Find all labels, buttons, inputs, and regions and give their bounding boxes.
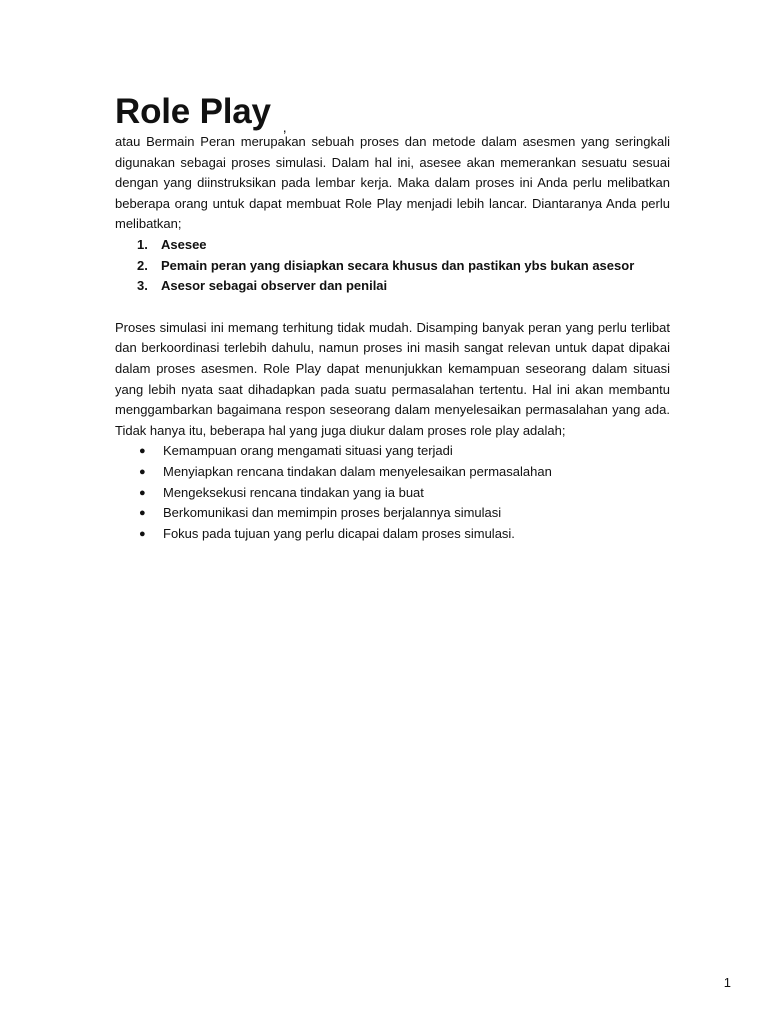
bullet-item-text: Mengeksekusi rencana tindakan yang ia buat [163, 484, 424, 500]
bullet-icon: ● [139, 527, 146, 540]
title-row [115, 88, 670, 135]
bullet-list-item [115, 483, 670, 504]
bullet-icon: ● [139, 465, 146, 478]
document-title: Role Play [115, 92, 271, 131]
bullet-item-text: Kemampuan orang mengamati situasi yang terjadi [163, 443, 453, 459]
list-item-text: Asesee [161, 236, 207, 252]
paragraph-spacer [115, 297, 670, 318]
list-item-text: Asesor sebagai observer dan penilai [161, 278, 388, 294]
second-paragraph: Proses simulasi ini memang terhitung tidak mudah. Disamping banyak peran yang perlu terlibat dan berkoordinasi terlebih dahulu, namun proses ini masih sangat relevan untuk dapat dipakai dalam proses asesmen. Role Play dapat menunjukkan kemampuan seseorang dalam situasi yang lebih nyata saat dihadapkan pada suatu permasalahan tertentu. Hal ini akan membantu menggambarkan bagaimana respon seseorang dalam menyelesaikan permasalahan yang ada. Tidak hanya itu, beberapa hal yang juga diukur dalam proses role play adalah; [115, 319, 670, 438]
list-number: 1. [137, 236, 148, 252]
bullet-icon: ● [139, 486, 146, 499]
bullet-list-item [115, 462, 670, 483]
bullet-item-text: Berkomunikasi dan memimpin proses berjalannya simulasi [163, 505, 502, 521]
list-item-text: Pemain peran yang disiapkan secara khusus dan pastikan ybs bukan asesor [161, 257, 635, 273]
measured-aspects-bullet-list [115, 441, 670, 544]
numbered-list-item [115, 235, 670, 256]
bullet-icon: ● [139, 445, 146, 458]
document-page [115, 88, 670, 544]
bullet-list-item [115, 503, 670, 524]
bullet-list-item [115, 524, 670, 545]
bullet-item-text: Menyiapkan rencana tindakan dalam menyelesaikan permasalahan [163, 463, 552, 479]
title-comma-mark: , [282, 119, 287, 135]
intro-paragraph: atau Bermain Peran merupakan sebuah proses dan metode dalam asesmen yang seringkali digunakan sebagai proses simulasi. Dalam hal ini, asesee akan memerankan sesuatu sesuai dengan yang diinstruksikan pada lembar kerja. Maka dalam proses ini Anda perlu melibatkan beberapa orang untuk dapat membuat Role Play menjadi lebih lancar. Diantaranya Anda perlu melibatkan; [115, 134, 670, 232]
numbered-list-item [115, 256, 670, 277]
bullet-list-item [115, 441, 670, 462]
bullet-item-text: Fokus pada tujuan yang perlu dicapai dalam proses simulasi. [163, 525, 515, 541]
participants-numbered-list [115, 235, 670, 297]
list-number: 2. [137, 257, 148, 273]
list-number: 3. [137, 278, 148, 294]
numbered-list-item [115, 276, 670, 297]
bullet-icon: ● [139, 507, 146, 520]
page-number: 1 [723, 975, 731, 990]
